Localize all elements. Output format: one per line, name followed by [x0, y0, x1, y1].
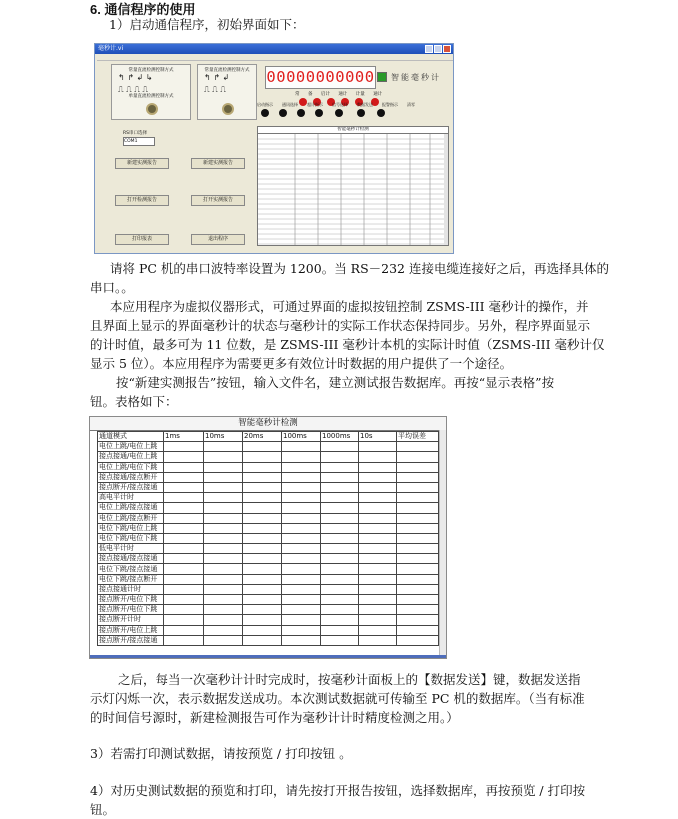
table-cell[interactable] — [164, 493, 204, 503]
table-cell[interactable] — [321, 503, 359, 513]
table-row — [98, 554, 439, 564]
step-4-line-1: 4）对历史测试数据的预览和打印，请先按打开报告按钮，选择数据库，再按预览 / 打印按 — [90, 783, 586, 798]
table-cell[interactable] — [164, 584, 204, 594]
table-cell[interactable] — [164, 595, 204, 605]
table-cell[interactable] — [321, 584, 359, 594]
table-cell[interactable] — [204, 513, 243, 523]
table-row — [98, 523, 439, 533]
row-label: 接点断开计时 — [98, 615, 164, 625]
panel-button-4[interactable] — [315, 109, 323, 117]
row-label: 高电平计时 — [98, 493, 164, 503]
table-cell[interactable] — [243, 442, 282, 452]
table-cell[interactable] — [321, 574, 359, 584]
table-cell[interactable] — [164, 472, 204, 482]
panel-button-7[interactable] — [377, 109, 385, 117]
table-cell[interactable] — [397, 635, 439, 645]
row-label: 电位上跳/接点断开 — [98, 513, 164, 523]
table-cell[interactable] — [359, 533, 397, 543]
table-cell[interactable] — [243, 482, 282, 492]
table-cell[interactable] — [243, 452, 282, 462]
panel-button-2[interactable] — [279, 109, 287, 117]
para-app-line-2: 且界面上显示的界面毫秒计的状态与毫秒计的实际工作状态保持同步。另外，程序界面显示 — [90, 318, 591, 333]
minimize-icon[interactable] — [425, 45, 433, 53]
table-row — [98, 564, 439, 574]
table-row — [98, 462, 439, 472]
selector-knob-1[interactable] — [146, 103, 158, 115]
panel-button-6[interactable] — [357, 109, 365, 117]
table-cell[interactable] — [359, 635, 397, 645]
table-row — [98, 584, 439, 594]
table-cell[interactable] — [282, 493, 321, 503]
table-cell[interactable] — [164, 564, 204, 574]
toolbar-line — [97, 56, 453, 61]
mini-table-grid — [258, 134, 449, 246]
row-label: 电位上跳/电位下跳 — [98, 462, 164, 472]
table-row — [98, 442, 439, 452]
table-cell[interactable] — [204, 544, 243, 554]
table-cell[interactable] — [282, 482, 321, 492]
table-cell[interactable] — [282, 584, 321, 594]
new-report-button[interactable]: 新建实测报告 — [115, 158, 169, 169]
step-1: 1）启动通信程序，初始界面如下： — [109, 17, 305, 32]
port-select[interactable]: COM1 — [123, 137, 155, 146]
app-window-screenshot — [94, 43, 454, 254]
row-label: 电位上跳/电位上跳 — [98, 442, 164, 452]
table-scrollbar[interactable] — [439, 430, 446, 659]
table-row — [98, 533, 439, 543]
table-cell[interactable] — [204, 503, 243, 513]
para-send-line-2: 示灯闪烁一次，表示数据发送成功。本次测试数据就可传输至 PC 机的数据库。（当有标准 — [90, 691, 585, 706]
table-cell[interactable] — [359, 574, 397, 584]
table-cell[interactable] — [282, 574, 321, 584]
table-cell[interactable] — [397, 564, 439, 574]
table-cell[interactable] — [359, 482, 397, 492]
table-cell[interactable] — [282, 605, 321, 615]
row-label: 接点接通/电位上跳 — [98, 452, 164, 462]
table-cell[interactable] — [282, 452, 321, 462]
table-cell[interactable] — [359, 554, 397, 564]
table-cell[interactable] — [204, 625, 243, 635]
table-cell[interactable] — [204, 493, 243, 503]
exit-button[interactable]: 退出程序 — [191, 234, 245, 245]
window-titlebar — [95, 44, 453, 54]
table-row — [98, 544, 439, 554]
close-icon[interactable] — [443, 45, 451, 53]
maximize-icon[interactable] — [434, 45, 442, 53]
table-row — [98, 482, 439, 492]
table-cell[interactable] — [204, 635, 243, 645]
panel-button-5[interactable] — [335, 109, 343, 117]
para-send-line-3: 的时间信号源时，新建检测报告可作为毫秒计计时精度检测之用。） — [90, 710, 459, 725]
table-cell[interactable] — [359, 493, 397, 503]
report-table-title: 智能毫秒计检测 — [90, 417, 446, 431]
table-cell[interactable] — [282, 503, 321, 513]
table-header-row — [98, 432, 439, 442]
table-cell[interactable] — [397, 544, 439, 554]
table-cell[interactable] — [243, 533, 282, 543]
table-cell[interactable] — [282, 472, 321, 482]
table-cell[interactable] — [282, 625, 321, 635]
table-cell[interactable] — [397, 625, 439, 635]
para-baud-line-1: 请将 PC 机的串口波特率设置为 1200。当 RS－232 连接电缆连接好之后，再选择具体的 — [110, 261, 609, 276]
table-cell[interactable] — [321, 452, 359, 462]
table-cell[interactable] — [204, 584, 243, 594]
table-cell[interactable] — [243, 584, 282, 594]
para-baud-line-2: 串口。。 — [90, 280, 134, 295]
column-header: 1000ms — [321, 432, 359, 442]
row-label: 电位下跳/电位上跳 — [98, 523, 164, 533]
group-2 — [197, 64, 257, 120]
window-title: 毫秒计.vi — [98, 45, 124, 52]
table-cell[interactable] — [321, 523, 359, 533]
table-cell[interactable] — [243, 493, 282, 503]
table-cell[interactable] — [243, 472, 282, 482]
table-cell[interactable] — [359, 615, 397, 625]
switch-symbols-2: ↰ ↱ ↲ — [204, 73, 230, 82]
table-cell[interactable] — [359, 452, 397, 462]
group-1-sub: 单量直流检测控制方式 — [128, 94, 174, 99]
table-cell[interactable] — [359, 584, 397, 594]
table-cell[interactable] — [204, 472, 243, 482]
table-row — [98, 452, 439, 462]
table-cell[interactable] — [164, 544, 204, 554]
table-cell[interactable] — [359, 472, 397, 482]
row-label: 电位下跳/电位下跳 — [98, 533, 164, 543]
table-cell[interactable] — [321, 635, 359, 645]
table-cell[interactable] — [397, 462, 439, 472]
column-header: 10s — [359, 432, 397, 442]
table-cell[interactable] — [282, 635, 321, 645]
table-cell[interactable] — [282, 533, 321, 543]
row-label: 接点接通计时 — [98, 584, 164, 594]
table-cell[interactable] — [282, 442, 321, 452]
port-label: RS串口选择 — [123, 131, 147, 136]
table-cell[interactable] — [164, 615, 204, 625]
table-cell[interactable] — [164, 462, 204, 472]
table-cell[interactable] — [321, 554, 359, 564]
table-row — [98, 615, 439, 625]
table-cell[interactable] — [164, 625, 204, 635]
table-cell[interactable] — [359, 462, 397, 472]
row-label: 接点接通/接点接通 — [98, 554, 164, 564]
column-header: 平均误差 — [397, 432, 439, 442]
table-row — [98, 513, 439, 523]
open-test-report-button[interactable]: 打开实测报告 — [191, 195, 245, 206]
table-cell[interactable] — [164, 503, 204, 513]
table-row — [98, 503, 439, 513]
table-cell[interactable] — [397, 554, 439, 564]
table-cell[interactable] — [397, 584, 439, 594]
table-cell[interactable] — [282, 554, 321, 564]
table-cell[interactable] — [397, 513, 439, 523]
table-cell[interactable] — [164, 635, 204, 645]
table-cell[interactable] — [397, 595, 439, 605]
para-app-line-4: 显示 5 位）。本应用程序为需要更多有效位计时数据的用户提供了一个途径。 — [90, 356, 513, 371]
table-row — [98, 472, 439, 482]
table-row — [98, 635, 439, 645]
table-cell[interactable] — [397, 442, 439, 452]
column-header: 20ms — [243, 432, 282, 442]
table-cell[interactable] — [204, 452, 243, 462]
para-app-line-1: 本应用程序为虚拟仪器形式，可通过界面的虚拟按钮控制 ZSMS-III 毫秒计的操作，并 — [110, 299, 589, 314]
table-cell[interactable] — [282, 564, 321, 574]
report-table-screenshot — [89, 416, 447, 659]
table-row — [98, 493, 439, 503]
table-cell[interactable] — [397, 533, 439, 543]
column-header: 1ms — [164, 432, 204, 442]
table-cell[interactable] — [243, 544, 282, 554]
table-cell[interactable] — [321, 472, 359, 482]
table-cell[interactable] — [359, 442, 397, 452]
section-title: 6. 通信程序的使用 — [90, 2, 196, 17]
table-cell[interactable] — [204, 605, 243, 615]
step-3: 3）若需打印测试数据，请按预览 / 打印按钮 。 — [90, 746, 352, 761]
table-cell[interactable] — [321, 564, 359, 574]
table-cell[interactable] — [204, 462, 243, 472]
table-cell[interactable] — [164, 574, 204, 584]
group-1 — [111, 64, 191, 120]
table-cell[interactable] — [321, 605, 359, 615]
table-cell[interactable] — [321, 615, 359, 625]
table-cell[interactable] — [397, 574, 439, 584]
table-cell[interactable] — [397, 615, 439, 625]
table-cell[interactable] — [243, 574, 282, 584]
table-bottom-bar — [90, 655, 446, 658]
table-cell[interactable] — [204, 615, 243, 625]
table-cell[interactable] — [321, 513, 359, 523]
para-report-line-2: 钮。表格如下： — [90, 394, 178, 409]
table-cell[interactable] — [397, 472, 439, 482]
row-label: 低电平计时 — [98, 544, 164, 554]
wave-symbols-2: ⎍ ⎍ ⎍ — [204, 85, 226, 94]
brand-label: 智能毫秒计 — [391, 73, 441, 82]
table-row — [98, 574, 439, 584]
table-cell[interactable] — [164, 554, 204, 564]
table-cell[interactable] — [243, 625, 282, 635]
table-cell[interactable] — [397, 503, 439, 513]
table-cell[interactable] — [397, 523, 439, 533]
table-cell[interactable] — [321, 533, 359, 543]
row-label: 接点断开/电位下跳 — [98, 595, 164, 605]
table-cell[interactable] — [359, 595, 397, 605]
table-cell[interactable] — [282, 462, 321, 472]
power-icon[interactable] — [377, 72, 387, 82]
report-table — [97, 431, 439, 646]
table-cell[interactable] — [204, 574, 243, 584]
table-cell[interactable] — [164, 513, 204, 523]
table-cell[interactable] — [164, 452, 204, 462]
table-cell[interactable] — [243, 615, 282, 625]
timer-display: 00000000000 — [265, 66, 376, 89]
table-cell[interactable] — [397, 605, 439, 615]
table-cell[interactable] — [282, 615, 321, 625]
table-cell[interactable] — [397, 493, 439, 503]
table-cell[interactable] — [282, 544, 321, 554]
table-cell[interactable] — [359, 544, 397, 554]
open-report-button[interactable]: 打开检测报告 — [115, 195, 169, 206]
table-cell[interactable] — [164, 442, 204, 452]
table-cell[interactable] — [204, 533, 243, 543]
table-cell[interactable] — [282, 523, 321, 533]
group-1-title: 常量直流检测控制方式 — [128, 68, 174, 73]
row-label: 接点断开/电位上跳 — [98, 625, 164, 635]
table-cell[interactable] — [321, 442, 359, 452]
column-header: 10ms — [204, 432, 243, 442]
wave-symbols-1: ⎍ ⎍ ⎍ ⎍ — [118, 85, 149, 94]
column-header: 通道模式 — [98, 432, 164, 442]
table-cell[interactable] — [243, 564, 282, 574]
row-label: 电位下跳/接点断开 — [98, 574, 164, 584]
table-cell[interactable] — [321, 625, 359, 635]
table-cell[interactable] — [282, 595, 321, 605]
step-4-line-2: 钮。 — [90, 802, 116, 817]
row-label: 电位下跳/接点接通 — [98, 564, 164, 574]
table-cell[interactable] — [243, 523, 282, 533]
table-cell[interactable] — [282, 513, 321, 523]
table-cell[interactable] — [164, 605, 204, 615]
table-cell[interactable] — [204, 554, 243, 564]
table-row — [98, 595, 439, 605]
row-label: 接点断开/电位下跳 — [98, 605, 164, 615]
row-label: 电位上跳/接点接通 — [98, 503, 164, 513]
table-cell[interactable] — [164, 533, 204, 543]
table-cell[interactable] — [321, 493, 359, 503]
table-cell[interactable] — [204, 564, 243, 574]
table-cell[interactable] — [243, 595, 282, 605]
table-cell[interactable] — [321, 595, 359, 605]
table-cell[interactable] — [204, 595, 243, 605]
para-app-line-3: 的计时值，最多可为 11 位数，是 ZSMS-III 毫秒计本机的实际计时值（ZSMS-III 毫秒计仅 — [90, 337, 605, 352]
switch-symbols-1: ↰ ↱ ↲ ↳ — [118, 73, 153, 82]
table-cell[interactable] — [243, 605, 282, 615]
table-cell[interactable] — [359, 625, 397, 635]
table-cell[interactable] — [243, 635, 282, 645]
table-cell[interactable] — [204, 442, 243, 452]
print-button[interactable]: 打印报表 — [115, 234, 169, 245]
para-report-line-1: 按“新建实测报告”按钮，输入文件名，建立测试报告数据库。再按“显示表格”按 — [116, 375, 555, 390]
table-cell[interactable] — [321, 544, 359, 554]
mini-table-title: 智能毫秒计检测 — [258, 127, 448, 134]
table-cell[interactable] — [321, 462, 359, 472]
table-cell[interactable] — [321, 482, 359, 492]
mini-table — [257, 126, 449, 246]
table-row — [98, 625, 439, 635]
table-cell[interactable] — [243, 554, 282, 564]
table-cell[interactable] — [359, 523, 397, 533]
row-label: 接点接通/接点断开 — [98, 472, 164, 482]
group-2-title: 常量直流检测控制方式 — [204, 68, 250, 73]
table-cell[interactable] — [164, 523, 204, 533]
panel-button-3[interactable] — [297, 109, 305, 117]
table-cell[interactable] — [204, 523, 243, 533]
row-label: 接点断开/接点接通 — [98, 482, 164, 492]
table-cell[interactable] — [397, 452, 439, 462]
table-cell[interactable] — [243, 503, 282, 513]
table-cell[interactable] — [359, 513, 397, 523]
table-cell[interactable] — [243, 513, 282, 523]
column-header: 100ms — [282, 432, 321, 442]
table-cell[interactable] — [164, 482, 204, 492]
table-cell[interactable] — [243, 462, 282, 472]
table-cell[interactable] — [359, 564, 397, 574]
table-cell[interactable] — [359, 605, 397, 615]
new-report-button-2[interactable]: 新建实测报告 — [191, 158, 245, 169]
table-cell[interactable] — [359, 503, 397, 513]
selector-knob-2[interactable] — [222, 103, 234, 115]
para-send-line-1: 之后，每当一次毫秒计计时完成时，按毫秒计面板上的【数据发送】键，数据发送指 — [118, 672, 581, 687]
indicator-labels: 常 备 启计 通计 计量 通计 — [295, 92, 383, 97]
table-cell[interactable] — [204, 482, 243, 492]
panel-button-1[interactable] — [261, 109, 269, 117]
table-row — [98, 605, 439, 615]
row-label: 接点断开/接点接通 — [98, 635, 164, 645]
table-cell[interactable] — [397, 482, 439, 492]
panel-button-labels: 启动指示 通讯选择 超计指示 信号选择 数据发送 报警指示 清零 — [257, 102, 415, 107]
